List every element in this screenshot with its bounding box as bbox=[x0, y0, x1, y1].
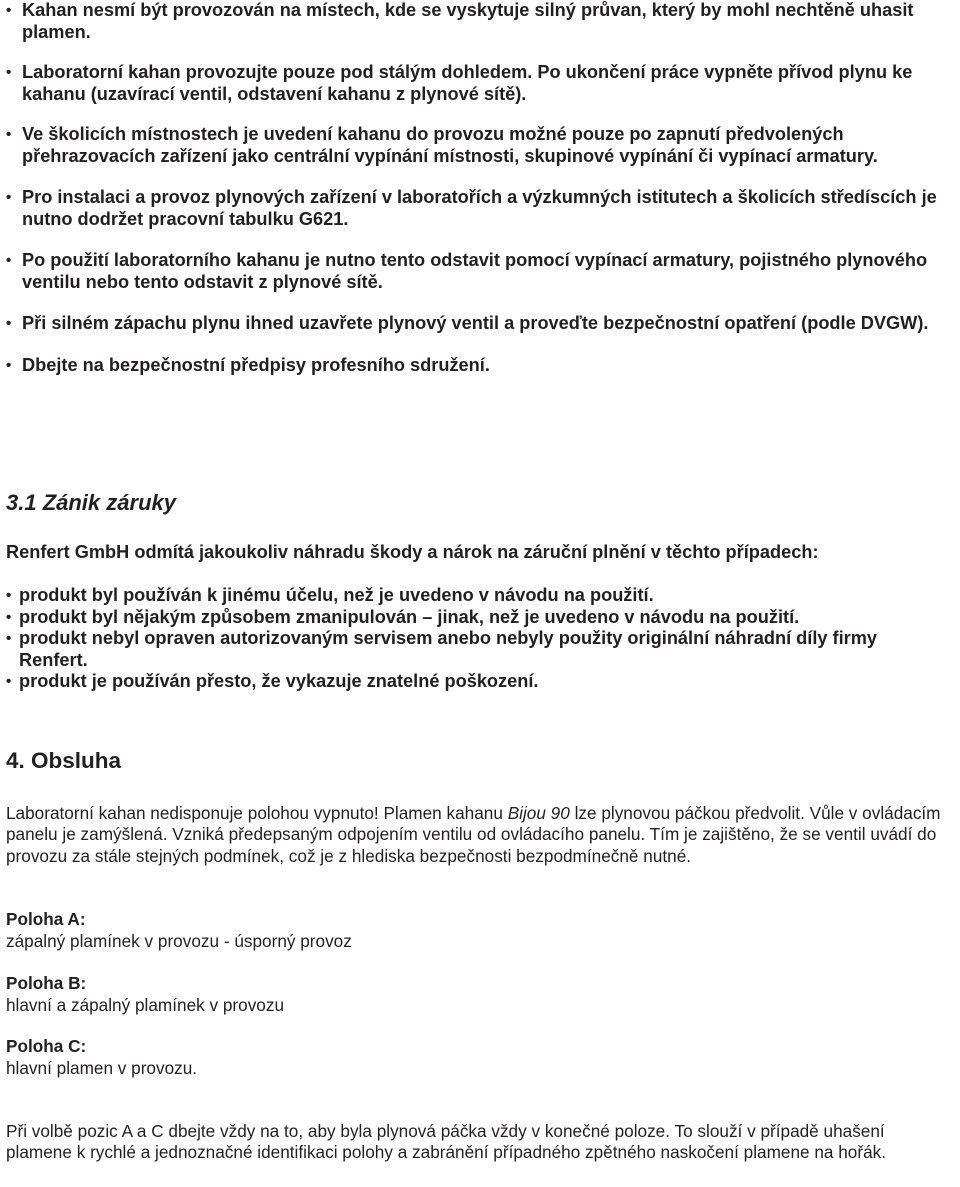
safety-item-text: Pro instalaci a provoz plynových zařízení v laboratořích a výzkumných istitutech a školicích středíscích je nutno dodržet pracovní tabulku G621. bbox=[22, 187, 937, 229]
safety-item-text: Laboratorní kahan provozujte pouze pod stálým dohledem. Po ukončení práce vypněte přívod plynu ke kahanu (uzavírací ventil, odstavení kahanu z plynové sítě). bbox=[22, 62, 913, 104]
position-a-label: Poloha A: bbox=[6, 909, 86, 929]
warranty-item bbox=[6, 585, 946, 607]
safety-item bbox=[6, 313, 946, 335]
bullet-icon bbox=[6, 628, 11, 650]
safety-item-text: Kahan nesmí být provozován na místech, kde se vyskytuje silný průvan, který by mohl nechtěně uhasit plamen. bbox=[22, 0, 914, 42]
safety-item-text: Při silném zápachu plynu ihned uzavřete plynový ventil a proveďte bezpečnostní opatření (podle DVGW). bbox=[22, 313, 929, 333]
bullet-icon bbox=[6, 124, 11, 146]
position-a-description: zápalný plamínek v provozu - úsporný provoz bbox=[6, 931, 352, 951]
safety-instructions-list bbox=[6, 0, 946, 396]
warranty-item-text: produkt nebyl opraven autorizovaným servisem anebo nebyly použity originální náhradní díly firmy Renfert. bbox=[19, 628, 878, 670]
bullet-icon bbox=[6, 607, 11, 629]
safety-item-text: Dbejte na bezpečnostní předpisy profesního sdružení. bbox=[22, 354, 490, 375]
position-c-label: Poloha C: bbox=[6, 1036, 87, 1056]
bullet-icon bbox=[6, 250, 11, 272]
position-c-description: hlavní plamen v provozu. bbox=[6, 1058, 198, 1078]
model-name: Bijou 90 bbox=[507, 803, 570, 823]
position-b-label: Poloha B: bbox=[6, 973, 87, 993]
safety-item bbox=[6, 0, 946, 43]
warranty-item-text: produkt byl nějakým způsobem zmanipulován – jinak, než je uvedeno v návodu na použití. bbox=[19, 606, 800, 627]
bullet-icon bbox=[6, 585, 11, 607]
bullet-icon bbox=[6, 313, 11, 335]
warranty-item-text: produkt je používán přesto, že vykazuje znatelné poškození. bbox=[19, 671, 539, 691]
section-heading-operation: 4. Obsluha bbox=[6, 748, 122, 773]
bullet-icon bbox=[6, 0, 11, 22]
operation-text-start: Laboratorní kahan nedisponuje polohou vypnuto! Plamen kahanu bbox=[6, 803, 508, 823]
bullet-icon bbox=[6, 671, 11, 693]
safety-item bbox=[6, 355, 946, 377]
bullet-icon bbox=[6, 187, 11, 209]
position-b-description: hlavní a zápalný plamínek v provozu bbox=[6, 995, 285, 1015]
warranty-item bbox=[6, 628, 946, 671]
bullet-icon bbox=[6, 62, 11, 84]
safety-item-text: Ve školicích místnostech je uvedení kahanu do provozu možné pouze po zapnutí předvolených přehrazovacích zařízení jako centrální vypínání místnosti, skupinové vypínání či vypínací armatury. bbox=[22, 124, 878, 166]
warranty-exclusions-list bbox=[6, 585, 946, 693]
warranty-item bbox=[6, 671, 946, 693]
safety-item bbox=[6, 124, 946, 167]
safety-item bbox=[6, 187, 946, 230]
warranty-item-text: produkt byl používán k jinému účelu, než je uvedeno v návodu na použití. bbox=[19, 585, 654, 605]
warranty-intro: Renfert GmbH odmítá jakoukoliv náhradu škody a nárok na záruční plnění v těchto případech: bbox=[6, 542, 819, 562]
warranty-item bbox=[6, 607, 946, 629]
safety-item-text: Po použití laboratorního kahanu je nutno tento odstavit pomocí vypínací armatury, pojistného plynového ventilu nebo tento odstavit z plynové sítě. bbox=[22, 250, 928, 292]
bullet-icon bbox=[6, 355, 11, 377]
operation-paragraph bbox=[6, 803, 946, 867]
operation-text-end: lze plynovou páčkou předvolit. Vůle v ovládacím panelu je zamýšlená. Vzniká předepsaným odpojením ventilu od ovládacího panelu. Tím je zajištěno, že se ventil uvádí do provozu za stále stejných podmínek, což je z hlediska bezpečnosti bezpodmínečně nutné. bbox=[6, 803, 941, 866]
section-heading-warranty: 3.1 Zánik záruky bbox=[6, 490, 176, 515]
final-paragraph: Při volbě pozic A a C dbejte vždy na to, aby byla plynová páčka vždy v konečné poloze. To slouží v případě uhašení plamene k rychlé a jednoznačné identifikaci polohy a zabránění případného zpětného naskočení plamene na hořák. bbox=[6, 1121, 887, 1163]
safety-item bbox=[6, 250, 946, 293]
safety-item bbox=[6, 62, 946, 105]
